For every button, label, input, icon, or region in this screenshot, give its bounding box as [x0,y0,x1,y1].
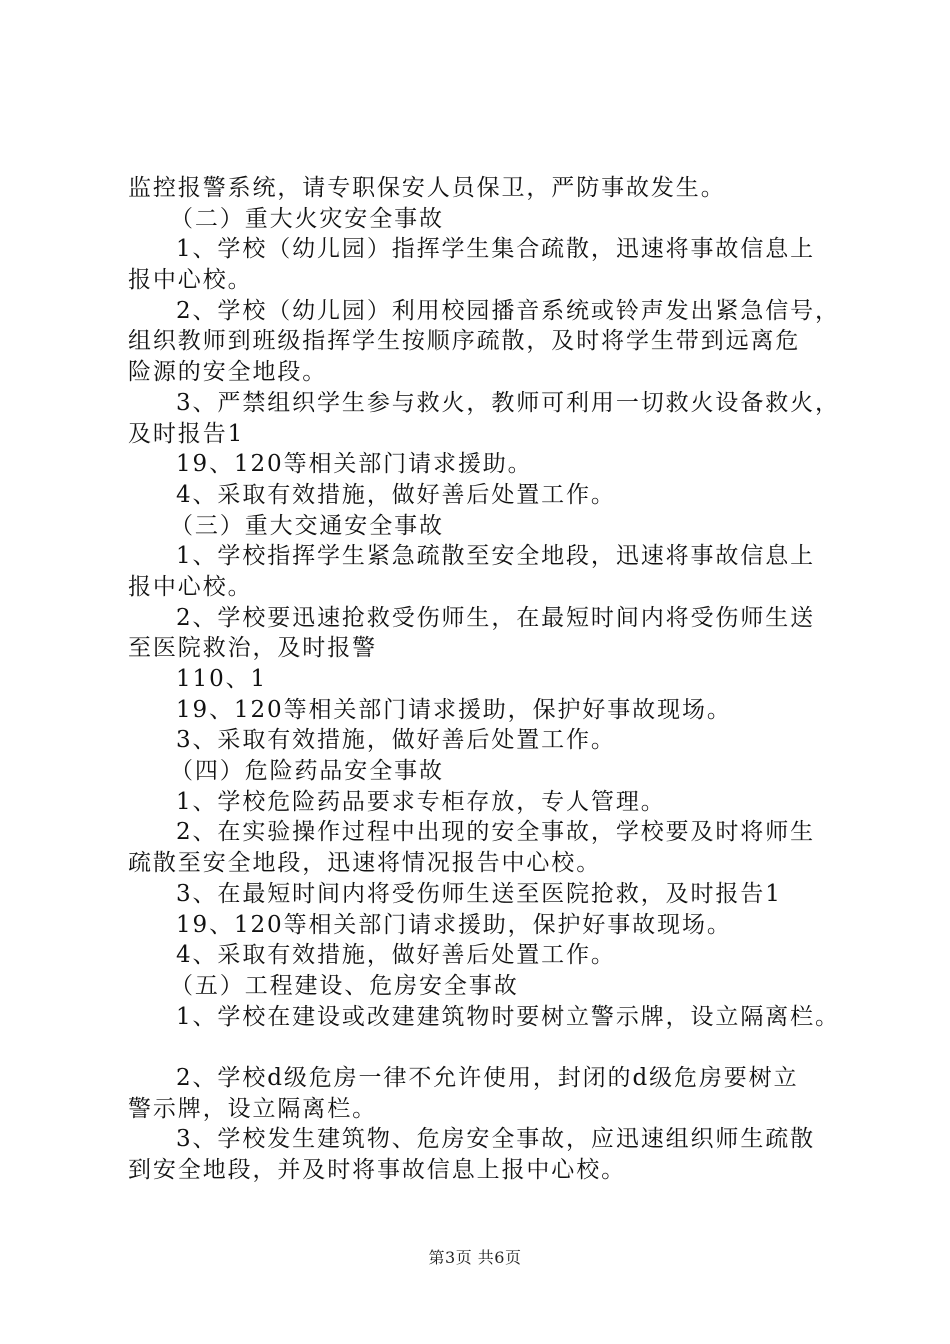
text-line: 2、学校（幼儿园）利用校园播音系统或铃声发出紧急信号， [176,297,840,324]
text-line: 报中心校。 [128,573,253,600]
section-heading: （二）重大火灾安全事故 [170,205,444,232]
text-line: 到安全地段，并及时将事故信息上报中心校。 [128,1157,626,1183]
text-line: 报中心校。 [128,267,253,294]
text-line: 2、学校d级危房一律不允许使用，封闭的d级危房要树立 [176,1064,799,1091]
text-line: 警示牌，设立隔离栏。 [128,1095,377,1122]
text-line: 1、学校危险药品要求专柜存放，专人管理。 [176,788,666,815]
text-line: 3、严禁组织学生参与救火，教师可利用一切救火设备救火， [176,389,840,416]
section-heading: （五）工程建设、危房安全事故 [170,972,519,999]
section-heading: （三）重大交通安全事故 [170,512,444,539]
text-line: 组织教师到班级指挥学生按顺序疏散，及时将学生带到远离危 [128,328,801,355]
text-line: 4、采取有效措施，做好善后处置工作。 [176,481,616,508]
text-line: 2、学校要迅速抢救受伤师生，在最短时间内将受伤师生送 [176,604,816,631]
page-number-footer: 第3页 共6页 [428,1248,522,1267]
text-line: 险源的安全地段。 [128,359,328,386]
text-line: 1、学校（幼儿园）指挥学生集合疏散，迅速将事故信息上 [176,236,816,263]
blank-line [0,1032,950,1063]
text-line: 19、120等相关部门请求援助，保护好事故现场。 [176,911,732,938]
text-line: 3、在最短时间内将受伤师生送至医院抢救，及时报告1 [176,880,782,907]
text-line: 至医院救治，及时报警 [128,635,377,662]
document-body [0,173,950,1186]
text-line: 3、采取有效措施，做好善后处置工作。 [176,727,616,754]
text-line: 19、120等相关部门请求援助。 [176,451,533,478]
text-line: 3、学校发生建筑物、危房安全事故，应迅速组织师生疏散 [176,1126,816,1153]
text-line: 19、120等相关部门请求援助，保护好事故现场。 [176,696,732,723]
section-heading: （四）危险药品安全事故 [170,758,444,785]
text-line: 疏散至安全地段，迅速将情况报告中心校。 [128,850,602,877]
text-line: 4、采取有效措施，做好善后处置工作。 [176,942,616,969]
text-line: 1、学校指挥学生紧急疏散至安全地段，迅速将事故信息上 [176,543,816,570]
text-line: 及时报告1 [128,420,245,447]
text-line: 1、学校在建设或改建建筑物时要树立警示牌，设立隔离栏。 [176,1003,840,1030]
text-line: 监控报警系统，请专职保安人员保卫，严防事故发生。 [128,175,726,201]
text-line: 110、1 [176,666,268,692]
text-line: 2、在实验操作过程中出现的安全事故，学校要及时将师生 [176,819,816,846]
